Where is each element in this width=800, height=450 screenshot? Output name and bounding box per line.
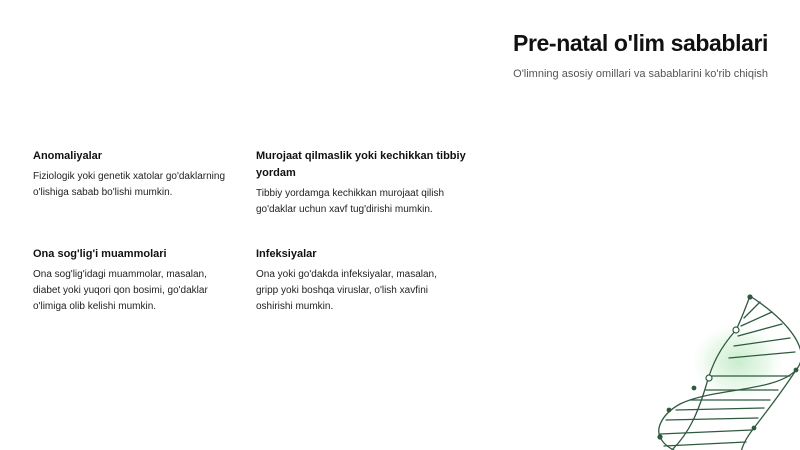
cause-item-anomalies [33,148,233,201]
helix-node [657,434,662,439]
cause-item-title: Ona sog'lig'i muammolari [33,248,167,260]
helix-node [747,294,752,299]
cause-item-title: Infeksiyalar [256,248,317,260]
helix-strand-b [672,330,736,450]
cause-item-infections [256,246,456,315]
helix-strand-a [659,296,800,450]
cause-item-title: Murojaat qilmaslik yoki kechikkan tibbiy yordam [256,150,466,179]
cause-item-text: Tibbiy yordamga kechikkan murojaat qilish go'daklar uchun xavf tug'dirishi mumkin. [256,188,445,215]
helix-node [752,426,757,431]
page-subtitle: O'limning asosiy omillari va sabablarini ko'rib chiqish [513,68,768,80]
helix-node [692,386,697,391]
cause-item-text: Ona sog'lig'idagi muammolar, masalan, diabet yoki yuqori qon bosimi, go'daklar o'limiga olib kelishi mumkin. [33,269,208,312]
helix-node-hollow [733,327,739,333]
helix-strand-d [740,370,796,450]
helix-strand-c [736,296,750,330]
page-title: Pre-natal o'lim sabablari [513,30,768,56]
cause-item-maternal-health [33,246,233,315]
helix-node-hollow [706,375,712,381]
cause-item-delayed-care [256,148,471,218]
helix-node [794,368,799,373]
helix-node [667,408,672,413]
cause-item-text: Fiziologik yoki genetik xatolar go'daklarning o'lishiga sabab bo'lishi mumkin. [33,171,226,198]
cause-item-text: Ona yoki go'dakda infeksiyalar, masalan, gripp yoki boshqa viruslar, o'lish xavfini oshirishi mumkin. [256,269,437,312]
helix-glow [688,320,788,404]
cause-item-title: Anomaliyalar [33,150,103,162]
